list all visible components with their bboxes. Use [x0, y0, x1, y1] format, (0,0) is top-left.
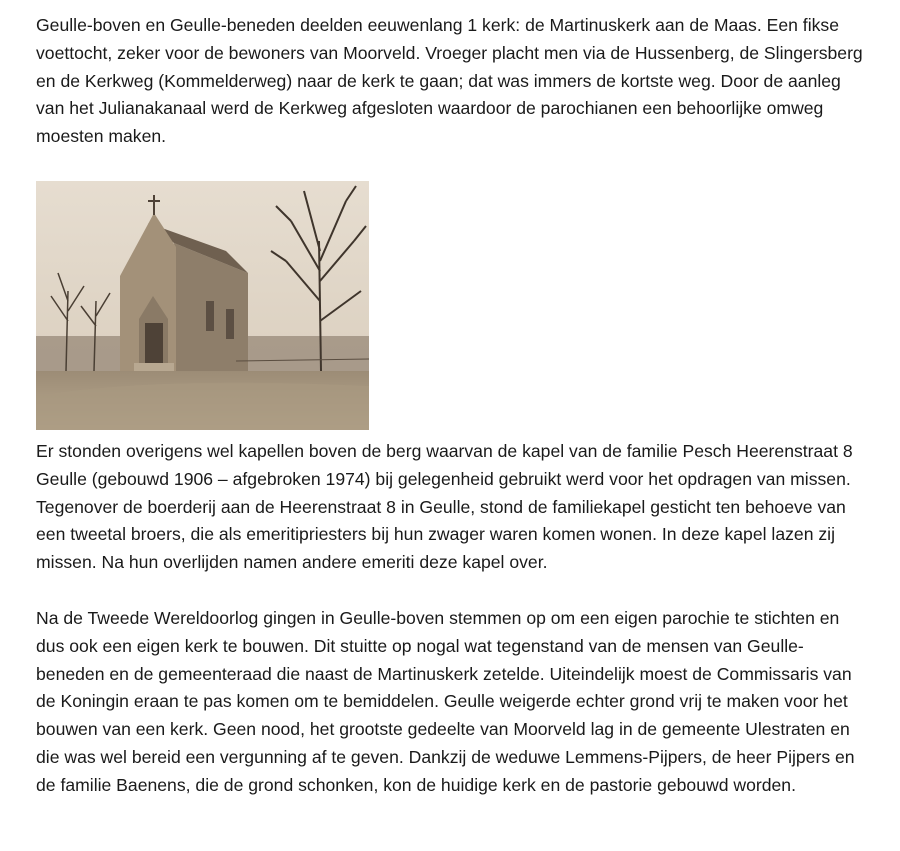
paragraph-intro: Geulle-boven en Geulle-beneden deelden eeuwenlang 1 kerk: de Martinuskerk aan de Maas. Een fikse voettocht, zeker voor de bewoners van Moorveld. Vroeger placht men via de Hussenberg, de Slingersberg en de Kerkweg (Kommelderweg) naar de kerk te gaan; dat was immers de kortste weg. Door de aanleg van het Julianakanaal werd de Kerkweg afgesloten waardoor de parochianen een behoorlijke omweg moesten maken.: [36, 15, 863, 147]
paragraph-kapellen: Er stonden overigens wel kapellen boven de berg waarvan de kapel van de familie Pesch Heerenstraat 8 Geulle (gebouwd 1906 – afgebroken 1974) bij gelegenheid gebruikt werd voor het opdragen van missen.: [36, 440, 853, 489]
paragraph-nieuwe-kerk: Na de Tweede Wereldoorlog gingen in Geulle-boven stemmen op om een eigen parochie te stichten en dus ook een eigen kerk te bouwen. Dit stuitte op nogal wat tegenstand van de mensen van Geulle-beneden en de gemeenteraad die naast de Martinuskerk zetelde. Uiteindelijk moest de Commissaris van de Koningin eraan te pas komen om te bemiddelen. Geulle weigerde echter grond vrij te maken voor het bouwen van een kerk. Geen nood, het grootste gedeelte van Moorveld lag in de gemeente Ulestraten en die was wel bereid een vergunning af te geven. Dankzij de weduwe Lemmens-Pijpers, de heer Pijpers en de familie Baenens, die de grond schonken, kon de huidige kerk en de pastorie gebouwd worden.: [36, 607, 855, 795]
article: [36, 12, 866, 800]
paragraph-familiekapel: Tegenover de boerderij aan de Heerenstraat 8 in Geulle, stond de familiekapel gesticht ten behoeve van een tweetal broers, die als emeritipriesters bij hun zwager waren komen wonen. In deze kapel lazen zij missen. Na hun overlijden namen andere emeriti deze kapel over.: [36, 496, 846, 573]
chapel-photo: [36, 181, 369, 430]
paragraph-spacer: [36, 577, 866, 605]
